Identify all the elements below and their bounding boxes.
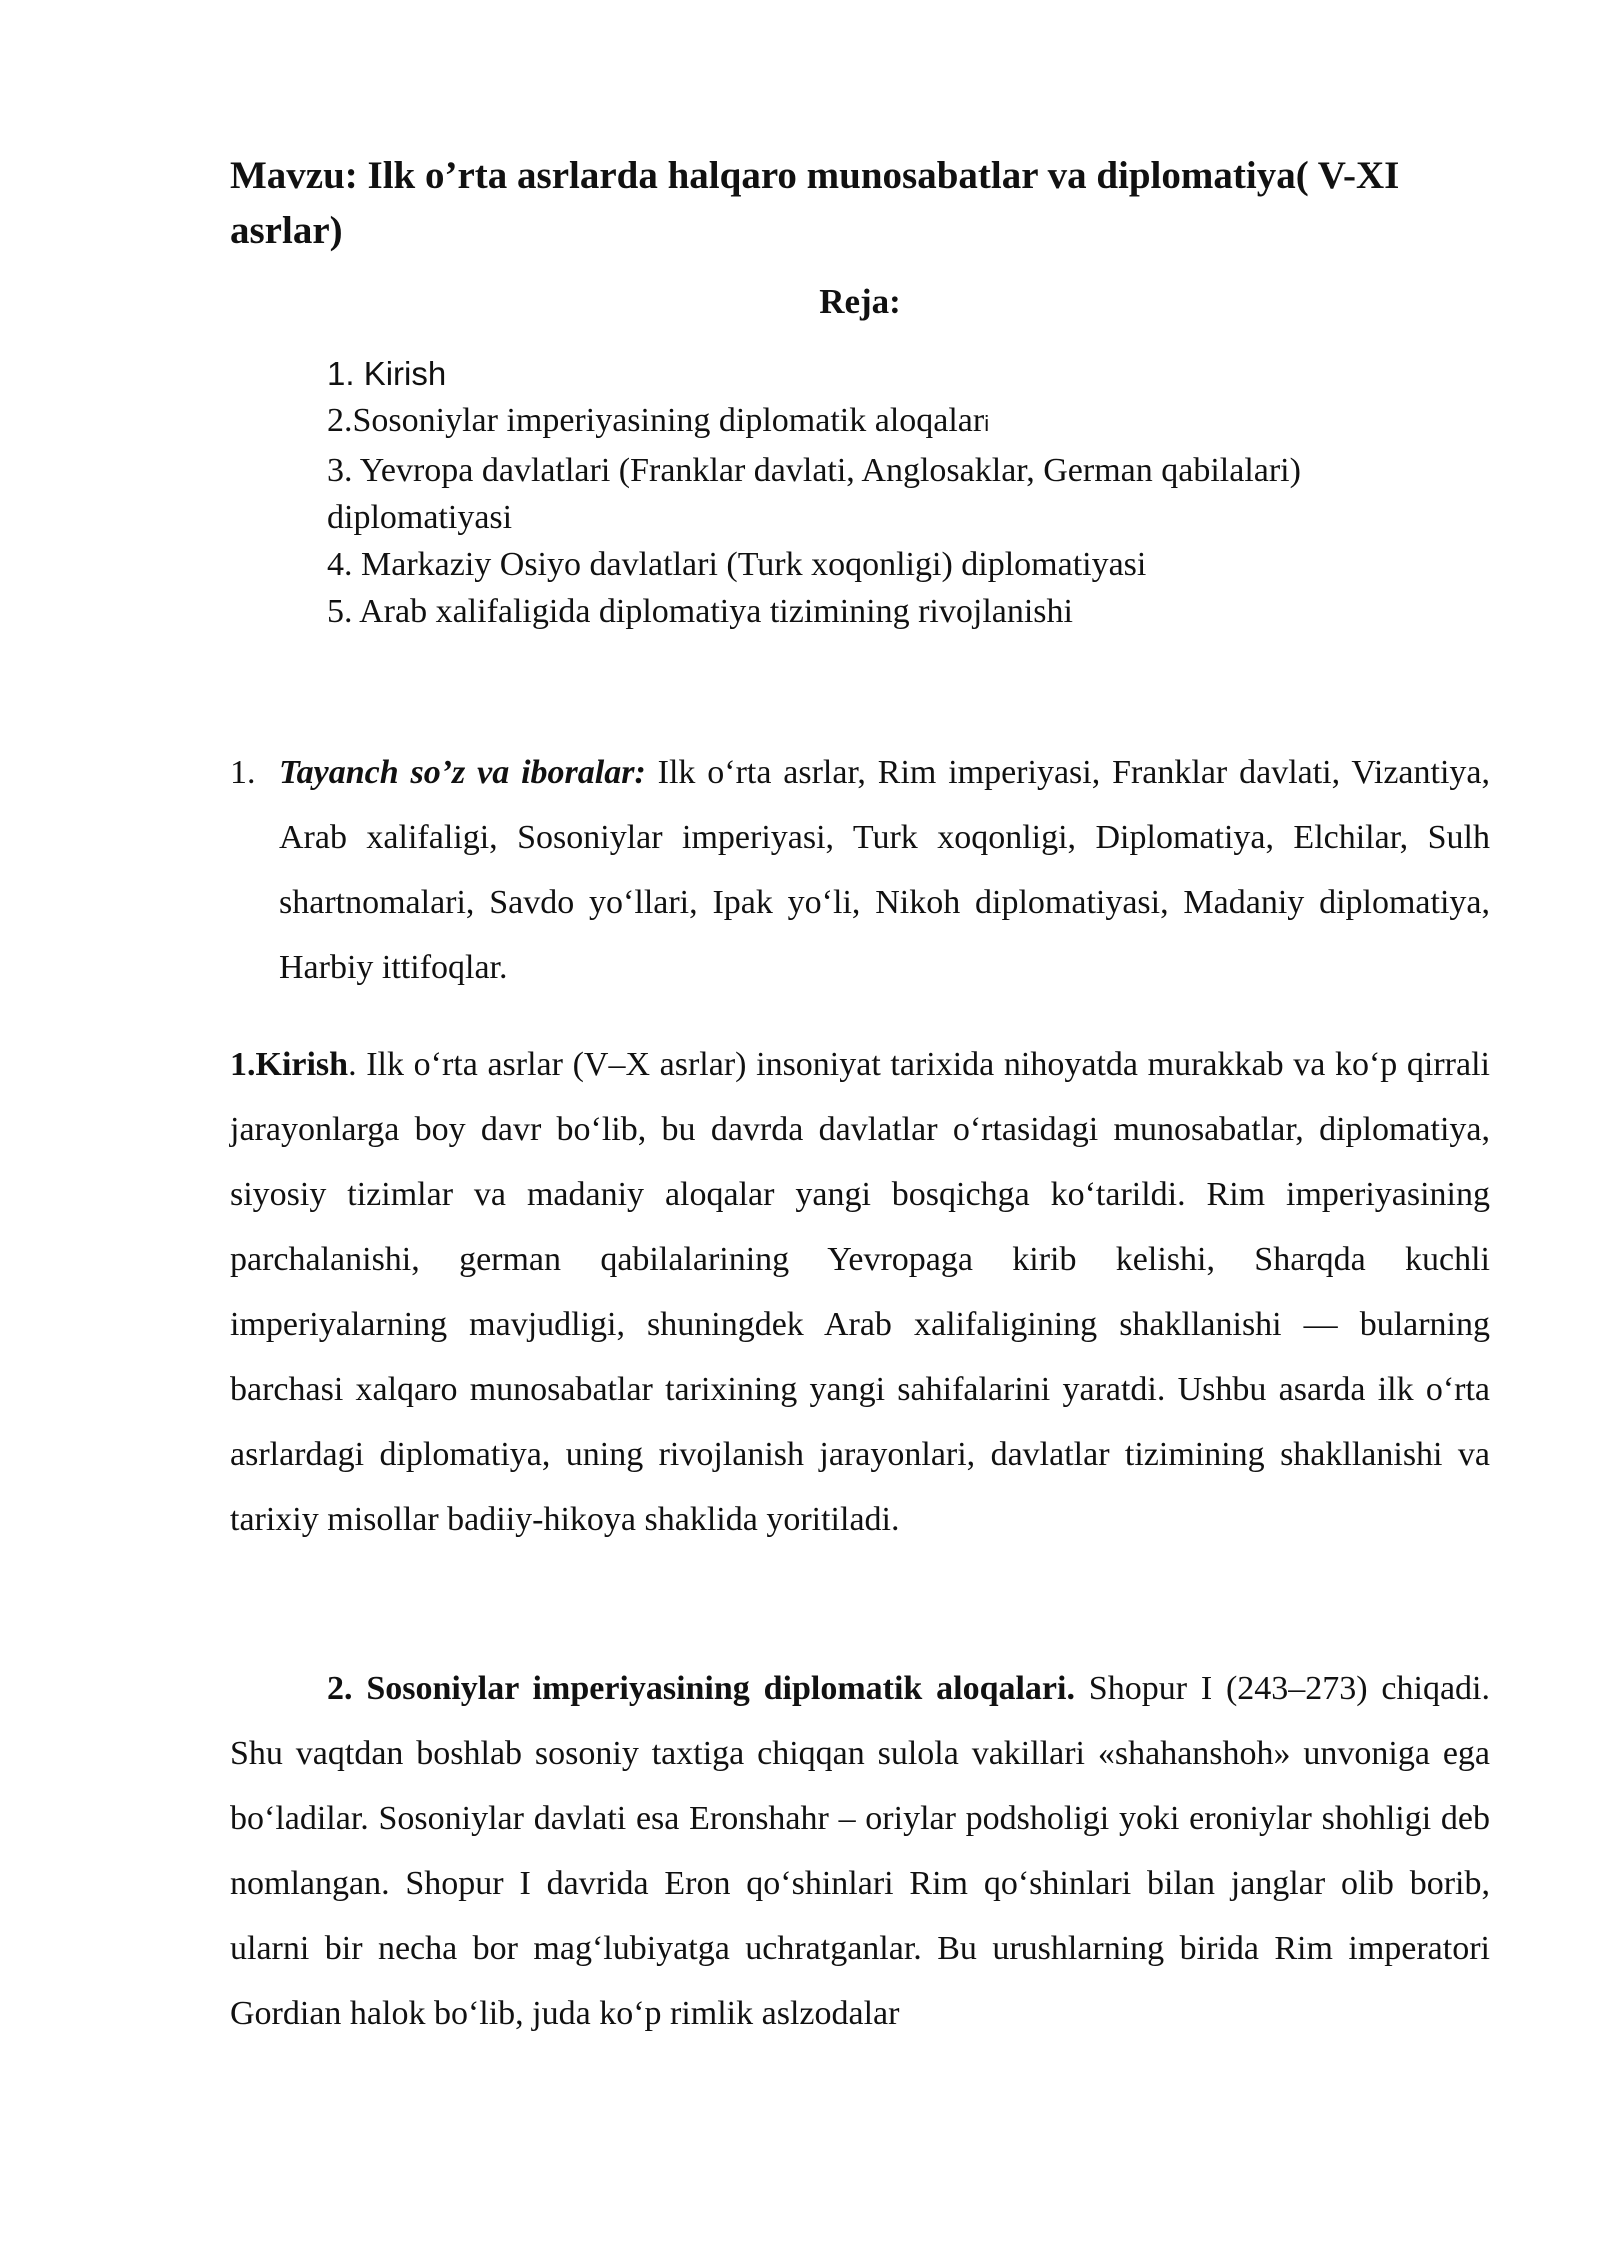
plan-item-4: 4. Markaziy Osiyo davlatlari (Turk xoqonligi) diplomatiyasi xyxy=(327,546,1147,583)
sasanian-paragraph xyxy=(230,1656,1490,2046)
plan-item-1: 1. Kirish xyxy=(327,355,447,392)
document-title: Mavzu: Ilk o’rta asrlarda halqaro munosabatlar va diplomatiya( V-XI asrlar) xyxy=(230,154,1400,252)
keywords-body xyxy=(279,740,1490,1000)
plan-item-5: 5. Arab xalifaligida diplomatiya tizimining rivojlanishi xyxy=(327,593,1073,630)
keywords-lead: Tayanch so’z va iboralar: xyxy=(279,754,646,791)
keywords-section xyxy=(230,740,1490,1000)
plan-item-2 xyxy=(327,397,1457,447)
keywords-number: 1. xyxy=(230,754,256,791)
plan-item-2-tail: i xyxy=(984,411,990,436)
sasanian-heading: 2. Sosoniylar imperiyasining diplomatik aloqalari. xyxy=(327,1670,1075,1707)
plan-item-3: 3. Yevropa davlatlari (Franklar davlati, Anglosaklar, German qabilalari) diplomatiyasi xyxy=(327,452,1301,536)
intro-heading: 1.Kirish xyxy=(230,1046,349,1083)
keywords-text: Ilk o‘rta asrlar, Rim imperiyasi, Franklar davlati, Vizantiya, Arab xalifaligi, Sosoniylar imperiyasi, Turk xoqonligi, Diplomatiya, Elchilar, Sulh shartnomalari, Savdo yo‘llari, Ipak yo‘li, Nikoh diplomatiyasi, Madaniy diplomatiya, Harbiy ittifoqlar. xyxy=(279,754,1490,986)
intro-text: . Ilk o‘rta asrlar (V–X asrlar) insoniyat tarixida nihoyatda murakkab va ko‘p qirrali jarayonlarga boy davr bo‘lib, bu davrda davlatlar o‘rtasidagi munosabatlar, diplomatiya, siyosiy tizimlar va madaniy aloqalar yangi bosqichga ko‘tarildi. Rim imperiyasining parchalanishi, german qabilalarining Yevropaga kirib kelishi, Sharqda kuchli imperiyalarning mavjudligi, shuningdek Arab xalifaligining shakllanishi — bularning barchasi xalqaro munosabatlar tarixining yangi sahifalarini yaratdi. Ushbu asarda ilk o‘rta asrlardagi diplomatiya, uning rivojlanish jarayonlari, davlatlar tizimining shakllanishi va tarixiy misollar badiiy-hikoya shaklida yoritiladi. xyxy=(230,1046,1490,1538)
plan-list xyxy=(327,350,1457,635)
sasanian-text: Shopur I (243–273) chiqadi. Shu vaqtdan boshlab sosoniy taxtiga chiqqan sulola vakillari «shahanshoh» unvoniga ega bo‘ladilar. Sosoniylar davlati esa Eronshahr – oriylar podsholigi yoki eroniylar shohligi deb nomlangan. Shopur I davrida Eron qo‘shinlari Rim qo‘shinlari bilan janglar olib borib, ularni bir necha bor mag‘lubiyatga uchratganlar. Bu urushlarning birida Rim imperatori Gordian halok bo‘lib, juda ko‘p rimlik aslzodalar xyxy=(230,1670,1490,2032)
plan-item-2-text: 2.Sosoniylar imperiyasining diplomatik aloqalar xyxy=(327,402,985,439)
intro-paragraph xyxy=(230,1032,1490,1552)
plan-heading: Reja: xyxy=(819,282,901,321)
